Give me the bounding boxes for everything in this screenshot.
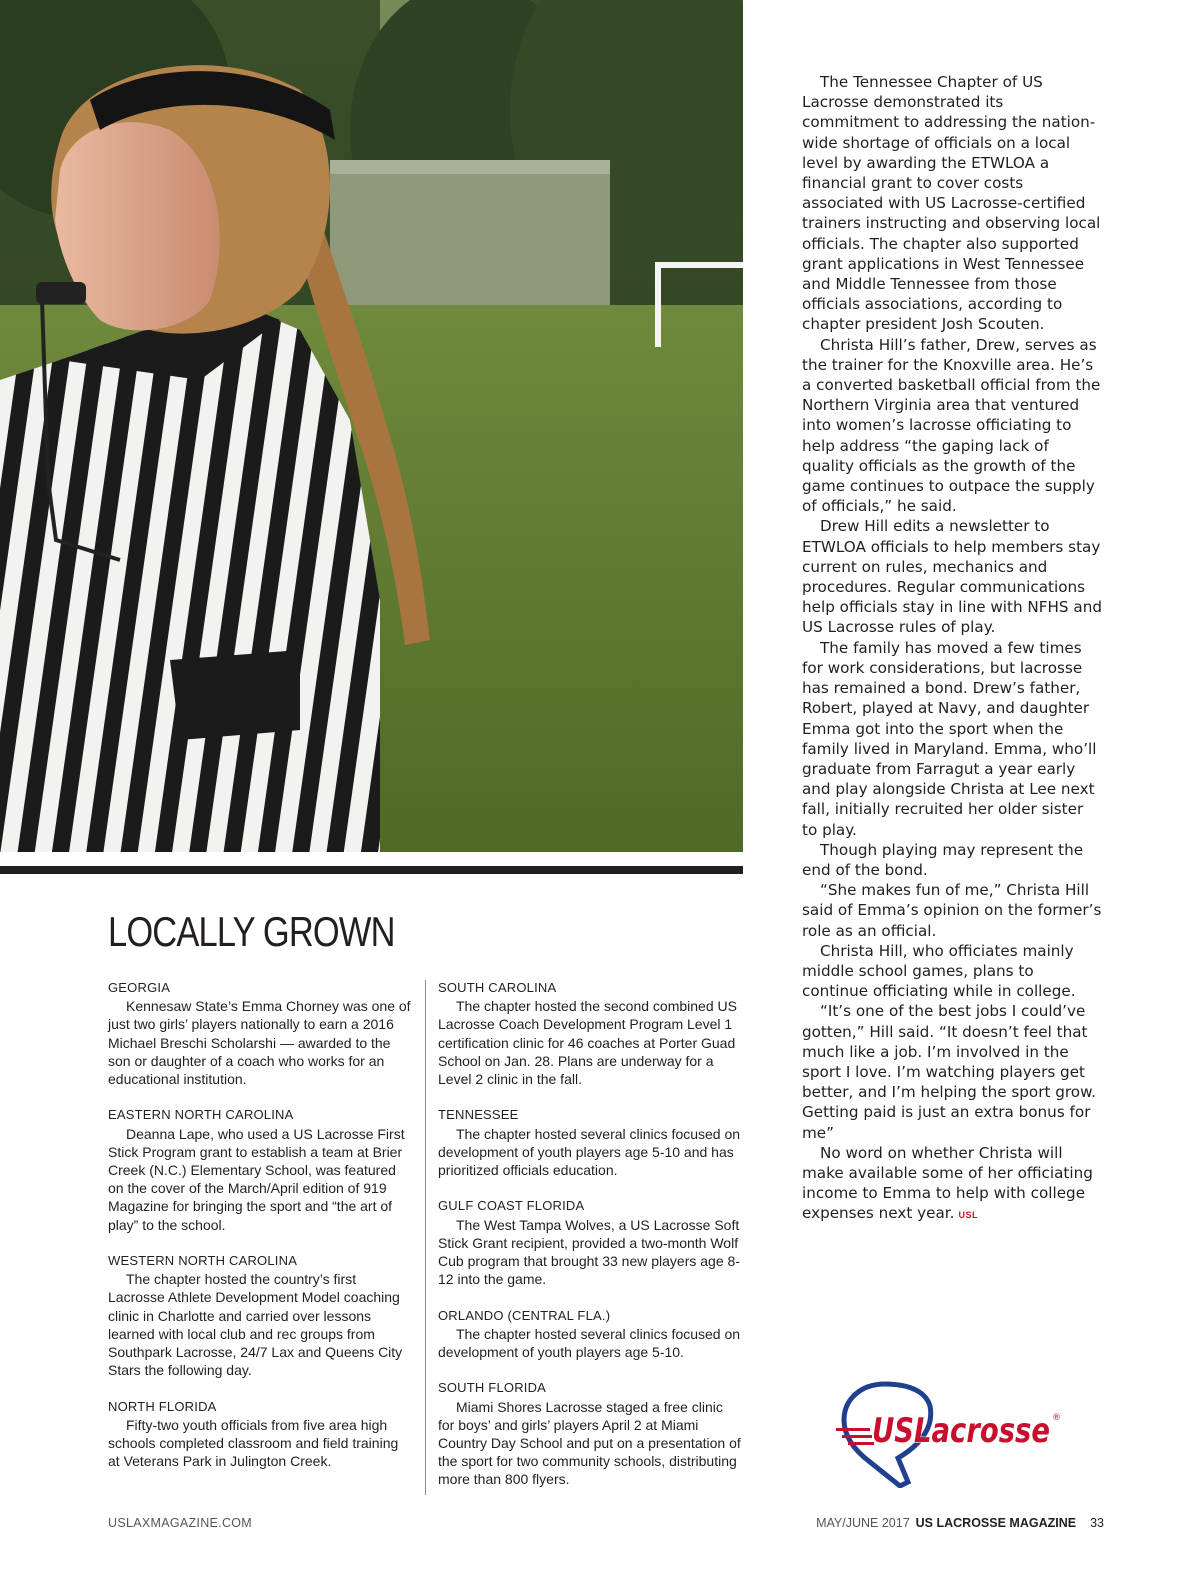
chapter-heading: WESTERN NORTH CAROLINA <box>108 1253 298 1269</box>
chapter-heading: SOUTH FLORIDA <box>438 1380 547 1396</box>
chapter-body: The chapter hosted several clinics focused on development of youth players age 5-10 and has prioritized officials education. <box>438 1125 741 1179</box>
chapter-section <box>438 1197 743 1288</box>
end-mark: USL <box>958 1210 978 1221</box>
chapter-section <box>438 1379 743 1488</box>
logo-registered-mark: ® <box>1052 1413 1061 1423</box>
chapter-body: Fifty-two youth officials from five area high schools completed classroom and field training at Veterans Park in Julington Creek. <box>108 1416 399 1470</box>
chapter-body: Kennesaw State’s Emma Chorney was one of just two girls’ players nationally to earn a 2016 Michael Breschi Scholarshi — awarded to the son or daughter of a coach who works for an educational institution. <box>108 998 411 1088</box>
chapter-body: The chapter hosted the country’s first Lacrosse Athlete Development Model coaching clinic in Charlotte and carried over lessons learned with local club and rec groups from Southpark Lacrosse, 24/7 Lax and Queens City Stars the following day. <box>108 1271 403 1379</box>
sidebar-column-right <box>438 979 743 1507</box>
chapter-heading: EASTERN NORTH CAROLINA <box>108 1107 294 1123</box>
chapter-heading: GULF COAST FLORIDA <box>438 1198 585 1214</box>
chapter-section <box>438 1307 743 1362</box>
photo-divider-bar <box>0 866 743 874</box>
footer-magazine: US LACROSSE MAGAZINE <box>915 1516 1077 1530</box>
referee-photo <box>0 0 743 852</box>
chapter-body: The West Tampa Wolves, a US Lacrosse Soft Stick Grant recipient, provided a two-month Wolf Cub program that brought 33 new players age 8-12 into the game. <box>438 1216 740 1288</box>
chapter-heading: NORTH FLORIDA <box>108 1398 217 1414</box>
logo-wordmark: USLacrosse <box>872 1411 1050 1451</box>
article-paragraph: Christa Hill’s father, Drew, serves as the trainer for the Knoxville area. He’s a converted basketball official from the Northern Virginia area that ventured into women’s lacrosse officiating to help address “the gaping lack of quality officials as the growth of the game continues to outpace the supply of officials,” he said. <box>802 335 1101 516</box>
chapter-body: The chapter hosted several clinics focused on development of youth players age 5-10. <box>438 1325 741 1361</box>
sidebar-column-left <box>108 979 413 1489</box>
page-number: 33 <box>1090 1516 1104 1530</box>
chapter-body: Deanna Lape, who used a US Lacrosse First Stick Program grant to establish a team at Brier Creek (N.C.) Elementary School, was featured on the cover of the March/April edition of 919 Magazine for bringing the sport and “the art of play” to the school. <box>108 1125 405 1233</box>
article-paragraph: “She makes fun of me,” Christa Hill said of Emma’s opinion on the former’s role as an official. <box>802 881 1102 940</box>
chapter-body: Miami Shores Lacrosse staged a free clinic for boys’ and girls’ players April 2 at Miami Country Day School and put on a presentation of the sport for two community schools, distributing more than 800 flyers. <box>438 1398 741 1488</box>
article-paragraph: “It’s one of the best jobs I could’ve gotten,” Hill said. “It doesn’t feel that much like a job. I’m involved in the sport I love. I’m watching players get better, and I’m helping the sport grow. Getting paid is just an extra bonus for me” <box>802 1002 1096 1142</box>
chapter-section <box>108 1106 413 1233</box>
article-paragraph: The Tennessee Chapter of US Lacrosse demonstrated its commitment to addressing the nation-wide shortage of officials on a local level by awarding the ETWLOA a financial grant to cover costs associated with US Lacrosse-certified trainers instructing and observing local officials. The chapter also supported grant applications in West Tennessee and Middle Tennessee from those officials associations, according to chapter president Josh Scouten. <box>802 73 1101 334</box>
us-lacrosse-logo <box>830 1378 1070 1488</box>
chapter-section <box>438 1106 743 1179</box>
article-paragraph: The family has moved a few times for work considerations, but lacrosse has remained a bond. Drew’s father, Robert, played at Navy, and daughter Emma got into the sport when the family lived in Maryland. Emma, who’ll graduate from Farragut a year early and play alongside Christa at Lee next fall, initially recruited her older sister to play. <box>802 638 1097 839</box>
article-paragraph: Christa Hill, who officiates mainly middle school games, plans to continue officiating while in college. <box>802 941 1076 1001</box>
chapter-heading: TENNESSEE <box>438 1107 519 1123</box>
chapter-body: The chapter hosted the second combined US Lacrosse Coach Development Program Level 1 certification clinic for 46 coaches at Porter Guad School on Jan. 28. Plans are underway for a Level 2 clinic in the fall. <box>438 998 737 1088</box>
article-body <box>802 72 1102 1226</box>
article-paragraph: Drew Hill edits a newsletter to ETWLOA officials to help members stay current on rules, mechanics and procedures. Regular communications help officials stay in line with NFHS and US Lacrosse rules of play. <box>802 517 1102 637</box>
chapter-heading: ORLANDO (CENTRAL FLA.) <box>438 1307 611 1323</box>
chapter-section <box>108 1252 413 1379</box>
footer-issue-info <box>816 1516 1104 1530</box>
chapter-heading: GEORGIA <box>108 980 171 995</box>
article-paragraph: Though playing may represent the end of the bond. <box>802 840 1084 879</box>
chapter-section <box>108 1398 413 1471</box>
chapter-section <box>438 979 743 1088</box>
footer-website: USLAXMAGAZINE.COM <box>108 1516 253 1530</box>
footer-issue: MAY/JUNE 2017 <box>816 1516 910 1530</box>
article-paragraph-last <box>802 1143 1102 1226</box>
chapter-section <box>108 979 413 1088</box>
sidebar-title: LOCALLY GROWN <box>108 908 395 955</box>
column-divider <box>425 980 426 1495</box>
chapter-heading: SOUTH CAROLINA <box>438 980 557 995</box>
article-last-text: No word on whether Christa will make available some of her officiating income to Emma to help with college expenses next year. <box>802 1143 1093 1223</box>
